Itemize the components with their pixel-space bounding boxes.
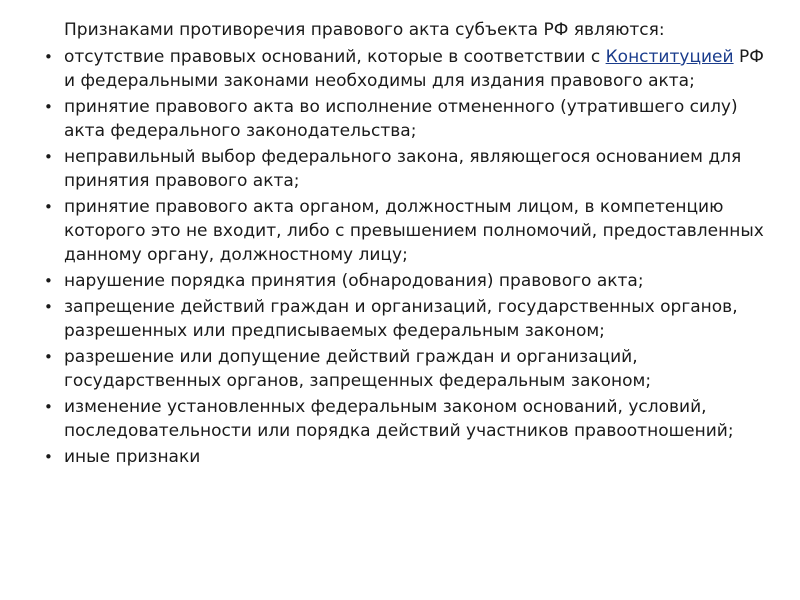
bullet-icon: •: [44, 48, 53, 66]
bullet-icon: •: [44, 348, 53, 366]
list-item: [40, 295, 765, 343]
list-item-text: нарушение порядка принятия (обнародования) правового акта;: [64, 271, 644, 291]
bullet-icon: •: [44, 272, 53, 290]
constitution-link[interactable]: Конституцией: [605, 47, 734, 67]
list-item: [40, 95, 765, 143]
list-item-text: принятие правового акта органом, должностным лицом, в компетенцию которого это не входит, либо с превышением полномочий, предоставленных данному органу, должностному лицу;: [64, 197, 764, 265]
bullet-icon: •: [44, 98, 53, 116]
list-item: [40, 445, 765, 469]
list-item: [40, 269, 765, 293]
criteria-list: [40, 45, 765, 469]
list-item: [40, 45, 765, 93]
list-item-text: запрещение действий граждан и организаций, государственных органов, разрешенных или предписываемых федеральным законом;: [64, 297, 738, 341]
slide-heading: Признаками противоречия правового акта субъекта РФ являются:: [64, 20, 665, 40]
list-item: [40, 395, 765, 443]
list-item-text: разрешение или допущение действий граждан и организаций, государственных органов, запрещенных федеральным законом;: [64, 347, 652, 391]
list-item-text-before: отсутствие правовых оснований, которые в соответствии с: [64, 47, 606, 67]
list-item-text: принятие правового акта во исполнение отмененного (утратившего силу) акта федерального законодательства;: [64, 97, 738, 141]
list-item-text: [64, 47, 764, 91]
list-item-text: иные признаки: [64, 447, 201, 467]
bullet-icon: •: [44, 148, 53, 166]
list-item-text: неправильный выбор федерального закона, являющегося основанием для принятия правового акта;: [64, 147, 742, 191]
list-item: [40, 145, 765, 193]
list-item-text: изменение установленных федеральным законом оснований, условий, последовательности или порядка действий участников правоотношений;: [64, 397, 734, 441]
list-item: [40, 195, 765, 267]
bullet-icon: •: [44, 448, 53, 466]
list-item: [40, 345, 765, 393]
slide-content: [40, 18, 765, 471]
bullet-icon: •: [44, 198, 53, 216]
bullet-icon: •: [44, 298, 53, 316]
bullet-icon: •: [44, 398, 53, 416]
list-item-text-after: РФ и федеральными законами необходимы для издания правового акта;: [64, 47, 764, 91]
